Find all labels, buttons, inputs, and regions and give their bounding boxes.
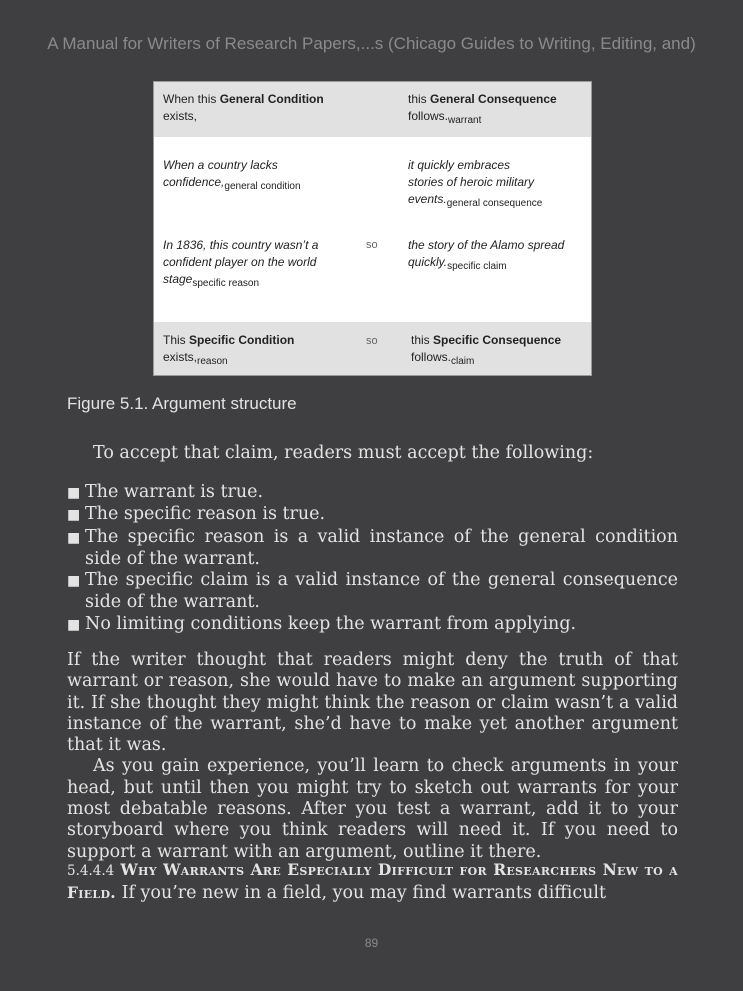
list-item: ■ No limiting conditions keep the warrant from applying. [67,614,678,636]
body-text [67,650,678,863]
section-heading: Why Warrants Are Especially Difficult for Researchers New to a Field. [67,860,678,903]
list-item: ■ The specific reason is a valid instance of the general condition side of the warrant. [67,526,678,569]
general-consequence-cell: this General Consequence $follows._{warrant}$ [408,92,557,126]
general-condition-cell: When this General Condition exists, [163,92,324,123]
so-connector: so [366,335,378,347]
bullet-square-icon: ■ [67,529,81,546]
book-title: A Manual for Writers of Research Papers,...s (Chicago Guides to Writing, Editing, and) [47,34,696,53]
requirements-list [67,482,678,636]
so-connector: so [366,239,378,251]
specific-consequence-cell: this Specific Consequence $follows._{claim}$ [411,333,562,367]
page-number: 89 [364,936,379,950]
general-condition-example: When a country lacks $confidence,_{general condition}$ [163,158,301,192]
list-item: ■ The specific reason is true. [67,504,678,526]
bullet-square-icon: ■ [67,573,81,590]
section-5-4-4-4 [67,859,678,905]
bullet-square-icon: ■ [67,485,81,501]
bullet-square-icon: ■ [67,616,81,633]
paragraph: If the writer thought that readers might deny the truth of that warrant or reason, she would have to make an argument supporting it. If she thought they might think the reason or claim wasn’t a valid instance of the warrant, she’d have to make yet another argument that it was. [67,650,678,756]
intro-paragraph: To accept that claim, readers must accept the following: [93,443,594,463]
specific-reason-example: In 1836, this country wasn’t a confident player on the world stage$_{specific reason}$ [163,238,319,289]
figure-caption: Figure 5.1. Argument structure [67,394,297,413]
bullet-square-icon: ■ [67,507,81,524]
list-item: ■ The specific claim is a valid instance of the general consequence side of the warrant. [67,570,678,613]
argument-structure-figure [153,81,592,376]
list-item: ■ The warrant is true. [67,482,678,504]
section-text: If you’re new in a field, you may find warrants difficult [121,883,607,904]
general-consequence-example: it quickly embraces stories of heroic military $events._{general consequence}$ [408,158,543,209]
paragraph: As you gain experience, you’ll learn to check arguments in your head, but until then you might try to sketch out warrants for your most debatable reasons. After you test a warrant, add it to your storyboard where you think readers will need it. If you need to support a warrant with an argument, outline it there. [67,756,678,862]
specific-condition-cell: This Specific Condition $exists,_{reason}$ [163,333,295,367]
section-number: 5.4.4.4 [67,863,115,879]
specific-claim-example: the story of the Alamo spread $quickly._{specific claim}$ [408,238,565,272]
